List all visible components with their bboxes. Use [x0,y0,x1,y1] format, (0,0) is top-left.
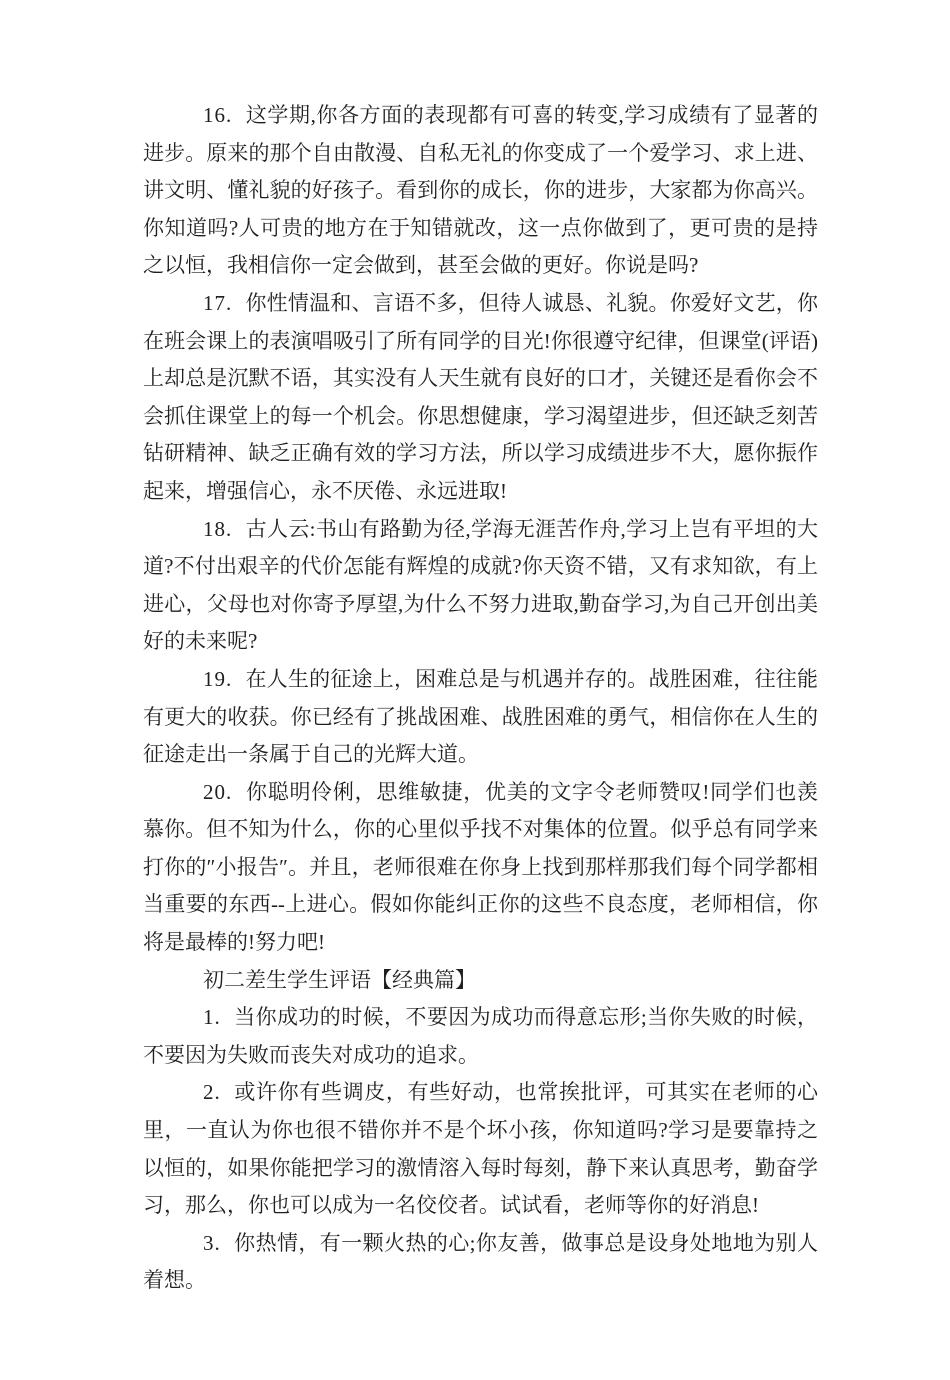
item-number: 18. [203,516,233,541]
item-number: 19. [203,666,233,691]
comment-paragraph-20 [143,774,818,962]
comment-paragraph-2 [143,1074,818,1224]
comment-paragraph-19 [143,661,818,774]
item-text: 你热情，有一颗火热的心;你友善，做事总是设身处地地为别人着想。 [143,1230,818,1293]
item-text: 这学期,你各方面的表现都有可喜的转变,学习成绩有了显著的进步。原来的那个自由散漫、自私无礼的你变成了一个爱学习、求上进、讲文明、懂礼貌的好孩子。看到你的成长，你的进步，大家都为你高兴。你知道吗?人可贵的地方在于知错就改，这一点你做到了，更可贵的是持之以恒，我相信你一定会做到，甚至会做的更好。你说是吗? [143,103,818,278]
item-number: 20. [203,779,233,804]
comment-paragraph-17 [143,285,818,511]
item-text: 在人生的征途上，困难总是与机遇并存的。战胜困难，往往能有更大的收获。你已经有了挑战困难、战胜困难的勇气，相信你在人生的征途走出一条属于自己的光辉大道。 [143,666,818,767]
item-number: 17. [203,290,233,315]
comment-paragraph-18 [143,511,818,661]
section-heading: 初二差生学生评语【经典篇】 [203,967,476,992]
item-text: 古人云:书山有路勤为径,学海无涯苦作舟,学习上岂有平坦的大道?不付出艰辛的代价怎能有辉煌的成就?你天资不错，又有求知欲，有上进心，父母也对你寄予厚望,为什么不努力进取,勤奋学习,为自己开创出美好的未来呢? [143,516,818,654]
item-text: 你聪明伶俐，思维敏捷，优美的文字令老师赞叹!同学们也羡慕你。但不知为什么，你的心里似乎找不对集体的位置。似乎总有同学来打你的″小报告″。并且，老师很难在你身上找到那样那我们每个同学都相当重要的东西--上进心。假如你能纠正你的这些不良态度，老师相信，你将是最棒的!努力吧! [143,779,818,955]
item-number: 2. [203,1080,221,1105]
item-text: 或许你有些调皮，有些好动，也常挨批评，可其实在老师的心里，一直认为你也很不错你并不是个坏小孩，你知道吗?学习是要靠持之以恒的，如果你能把学习的激情溶入每时每刻，静下来认真思考，勤奋学习，那么，你也可以成为一名佼佼者。试试看，老师等你的好消息! [143,1080,818,1218]
item-text: 你性情温和、言语不多，但待人诚恳、礼貌。你爱好文艺，你在班会课上的表演唱吸引了所有同学的目光!你很遵守纪律，但课堂(评语)上却总是沉默不语，其实没有人天生就有良好的口才，关键还是看你会不会抓住课堂上的每一个机会。你思想健康，学习渴望进步，但还缺乏刻苦钻研精神、缺乏正确有效的学习方法，所以学习成绩进步不大，愿你振作起来，增强信心，永不厌倦、永远进取! [143,290,818,503]
comment-paragraph-1 [143,999,818,1074]
item-text: 当你成功的时候，不要因为成功而得意忘形;当你失败的时候，不要因为失败而丧失对成功的追求。 [143,1005,818,1067]
item-number: 1. [203,1005,221,1030]
comment-paragraph-16 [143,97,818,285]
item-number: 3. [203,1230,221,1255]
item-number: 16. [203,103,233,127]
comment-paragraph-3 [143,1225,818,1300]
